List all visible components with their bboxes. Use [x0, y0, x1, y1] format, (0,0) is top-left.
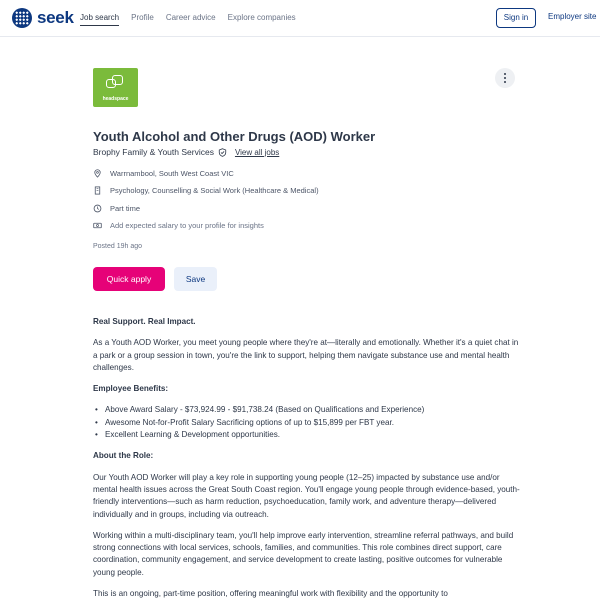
- quick-apply-button[interactable]: Quick apply: [93, 267, 165, 291]
- job-work-type: Part time: [93, 204, 140, 213]
- main-nav: [80, 0, 308, 37]
- seek-logo[interactable]: [12, 8, 74, 28]
- job-salary: Add expected salary to your profile for insights: [93, 221, 264, 230]
- employer-site-link[interactable]: Employer site: [548, 12, 597, 21]
- company-name[interactable]: Brophy Family & Youth Services: [93, 147, 214, 157]
- description-heading: Real Support. Real Impact.: [93, 317, 196, 326]
- seek-logo-icon: [12, 8, 32, 28]
- money-icon: [93, 221, 102, 230]
- more-options-button[interactable]: [495, 68, 515, 88]
- view-all-jobs-link[interactable]: View all jobs: [234, 147, 280, 157]
- company-logo-text: headspace: [102, 96, 129, 102]
- sign-in-button[interactable]: Sign in: [496, 8, 536, 28]
- posted-time: Posted 19h ago: [93, 243, 143, 250]
- location-pin-icon: [93, 169, 102, 178]
- nav-profile[interactable]: Profile: [131, 13, 154, 22]
- role-paragraph: Working within a multi-disciplinary team, you'll help improve early intervention, streamline referral pathways, and build strong connections with local services, schools, families, and communities. This role combines direct support, care coordination, community engagement, and service development to create lasting, positive outcomes for vulnerable young people.: [93, 530, 514, 577]
- role-paragraph: This is an ongoing, part-time position, offering meaningful work with flexibility and the opportunity to: [93, 589, 448, 599]
- job-location: Warrnambool, South West Coast VIC: [93, 169, 234, 178]
- clock-icon: [93, 204, 102, 213]
- role-heading: About the Role:: [93, 451, 154, 461]
- job-classification: Psychology, Counselling & Social Work (Healthcare & Medical): [93, 186, 319, 195]
- nav-explore-companies[interactable]: Explore companies: [227, 13, 296, 22]
- top-navigation-bar: [0, 0, 600, 37]
- list-item: • Excellent Learning & Development opportunities.: [93, 429, 523, 441]
- nav-career-advice[interactable]: Career advice: [165, 13, 216, 22]
- role-paragraph: Our Youth AOD Worker will play a key role in supporting young people (12–25) impacted by substance use and/or mental health issues across the Great South Coast region. You'll engage young people through evidence-based, youth-friendly interventions—such as harm reduction, psychoeducation, family work, and adventure therapy—delivered individually and in groups, including via outreach.: [93, 472, 520, 519]
- benefits-list: [93, 404, 523, 441]
- description-intro: As a Youth AOD Worker, you meet young people where they're at—literally and emotionally. Whether it's a quiet chat in a park or a group session in town, you're the link to support, helping them navigate substance use and mental health challenges.: [93, 338, 519, 372]
- company-row: [93, 147, 279, 157]
- verified-shield-icon: [218, 148, 227, 157]
- job-header: [93, 68, 518, 107]
- seek-logo-text: seek: [37, 8, 74, 27]
- job-description: [93, 316, 523, 600]
- save-button[interactable]: Save: [174, 267, 217, 291]
- building-icon: [93, 186, 102, 195]
- chat-bubbles-icon: [106, 75, 124, 91]
- company-logo: [93, 68, 138, 107]
- nav-job-search[interactable]: Job search: [80, 0, 119, 37]
- list-item: • Awesome Not-for-Profit Salary Sacrificing options of up to $15,899 per FBT year.: [93, 417, 523, 429]
- list-item: • Above Award Salary - $73,924.99 - $91,738.24 (Based on Qualifications and Experience): [93, 404, 523, 416]
- benefits-heading: Employee Benefits:: [93, 384, 169, 394]
- job-title: Youth Alcohol and Other Drugs (AOD) Worker: [93, 129, 376, 144]
